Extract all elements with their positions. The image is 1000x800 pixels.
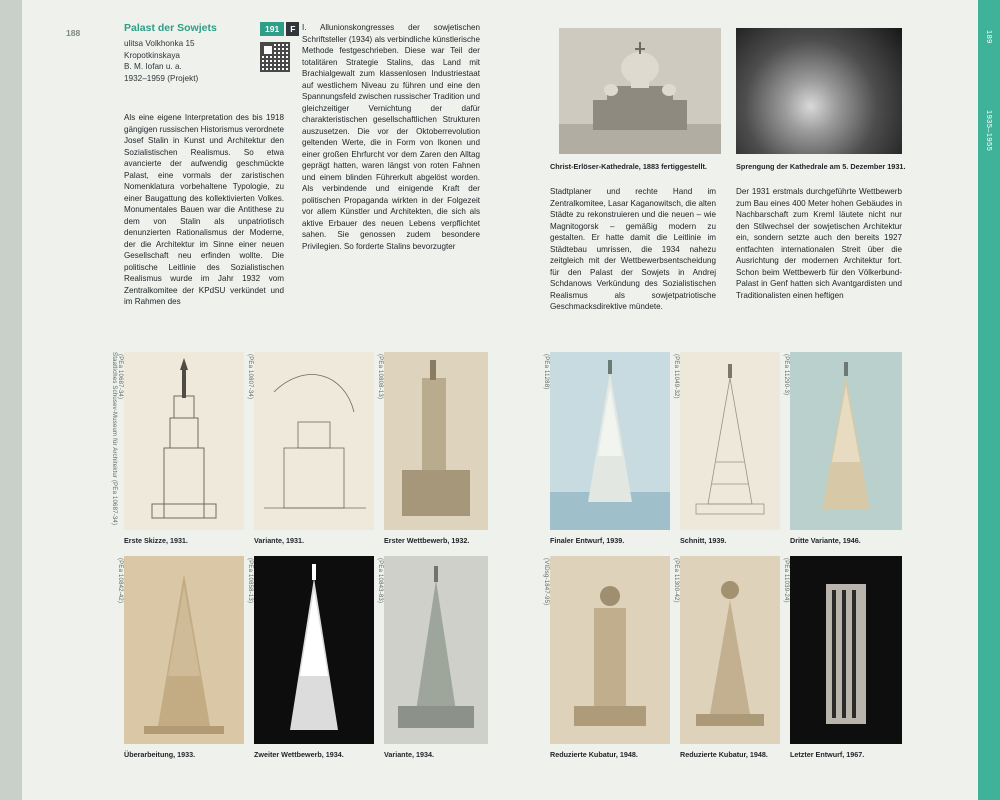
plate-code: (PEa 10858-13) xyxy=(247,558,253,604)
photo-cathedral-caption: Christ-Erlöser-Kathedrale, 1883 fertiggestellt. xyxy=(550,162,707,171)
plate-art-finaler-entwurf-1939 xyxy=(550,352,670,530)
plate-code: (PEa 11288) xyxy=(543,354,549,390)
entry-architect: B. M. Iofan u. a. xyxy=(124,62,182,72)
plate-caption: Reduzierte Kubatur, 1948. xyxy=(680,750,768,759)
plate-art-schnitt-1939 xyxy=(680,352,780,530)
entry-street: ulitsa Volkhonka 15 xyxy=(124,39,195,48)
era-band-label: 1935–1955 xyxy=(985,110,994,152)
museum-credit: Staatliches Schusev-Museum für Architektur (PEa 10687-34) xyxy=(111,352,117,526)
plate-image xyxy=(790,556,902,744)
demolition-illustration xyxy=(736,28,902,154)
plate-image xyxy=(254,556,374,744)
qr-code[interactable] xyxy=(260,42,290,72)
plate-code: (PEa 11049-32) xyxy=(673,354,679,399)
plate-art-reduzierte-kubatur-1948-a xyxy=(550,556,670,744)
plate-art-variante-1934 xyxy=(384,556,488,744)
entry-years: 1932–1959 (Projekt) xyxy=(124,73,199,83)
plate-art-wettbewerb-1932 xyxy=(384,352,488,530)
photo-demolition-caption: Sprengung der Kathedrale am 5. Dezember 1931. xyxy=(736,162,906,171)
plate-caption: Dritte Variante, 1946. xyxy=(790,536,861,545)
plate-art-reduzierte-kubatur-1948-b xyxy=(680,556,780,744)
plate-caption: Zweiter Wettbewerb, 1934. xyxy=(254,750,344,759)
plate-caption: Reduzierte Kubatur, 1948. xyxy=(550,750,638,759)
body-column-1: Als eine eigene Interpretation des bis 1918 gängigen russischen Historismus verordnete Josef Stalin in Kunst und Architektur den Sozialistischen Realismus. So etwa avancierte der aufwendig geschmückte Palast, eine vormals der zaristischen Nomenklatura vorbehaltene Typologie, zu einer Baugattung des kollektivierten Volkes. Monumentales Bauen war die Antithese zu dem von Stalin als unpatriotisch denunzierten Rationalismus der Moderne, der die Architektur im Sinne einer neuen Gesellschaft neu erfinden wollte. Die politische Leitlinie des Sozialistischen Realismus wurde im Jahr 1932 vom Zentralkomitee der KPdSU verkündet und im Rahmen des xyxy=(124,113,284,306)
cathedral-svg xyxy=(559,28,721,154)
plate-image xyxy=(254,352,374,530)
plate-code: (VIDsg-1847-95) xyxy=(543,558,549,606)
cathedral-illustration xyxy=(559,28,721,154)
plate-image xyxy=(680,556,780,744)
plate-caption: Variante, 1931. xyxy=(254,536,304,545)
body-column-3: Stadtplaner und rechte Hand im Zentralkomitee, Lasar Kaganowitsch, die alten Städte zu rekonstruieren und die neuen – wie Magnitogorsk – gemäßig modern zu gestalten. Er hatte damit die Leitlinie im Städtebau umrissen, die 1934 nahezu zeitgleich mit der Wettbewerbsentscheidung für den Palast der Sowjets in Andrej Schdanows Verkündung des Sozialistischen Realismus als sowjetpatriotische Geschmacksdirektive mündete. xyxy=(550,187,717,311)
plate-art-ueberarbeitung-1933 xyxy=(124,556,244,744)
plate-caption: Schnitt, 1939. xyxy=(680,536,727,545)
plate-image xyxy=(124,556,244,744)
photo-demolition xyxy=(736,28,902,154)
plate-code: (PEa 10842-42) xyxy=(117,558,123,604)
plate-art-sketch-1931 xyxy=(124,352,244,530)
body-column-2: I. Allunionskongresses der sowjetischen Schriftsteller (1934) als verbindliche künstlerische Methode festgeschrieben. Diese war Teil der totalitären Strategie Stalins, das Land mit Brachialgewalt zum klassenlosen Industriestaat auf westlichem Niveau zu führen und eine den Spannungsfeld zwischen russischer Tradition und gleichzeitiger Vernichtung der dafür charakteristischen gesellschaftlichen Strukturen auszusetzen. Die vor der Oktoberrevolution geltenden Werte, die in Form von Ikonen und einer großen Ehrfurcht vor dem Zaren den Alltag geprägt hatten, waren längst von roten Fahnen und einem blinden Führerkult abgelöst worden. Als verbindende und einigende Kraft der politischen Propaganda wirkten in der Folgezeit vor allem Künstler und Architekten, die sich als aktive Erbauer des neuen Lebens verpflichtet sahen. Sie genossen zudem besondere Privilegien. So forderte Stalins bevorzugter xyxy=(302,23,480,251)
plate-caption: Finaler Entwurf, 1939. xyxy=(550,536,625,545)
plate-code: (PEa 10807-34) xyxy=(247,354,253,400)
plate-art-letzter-entwurf-1967 xyxy=(790,556,902,744)
photo-cathedral xyxy=(559,28,721,154)
plate-code: (PEa 10808-13) xyxy=(377,354,383,400)
plate-caption: Letzter Entwurf, 1967. xyxy=(790,750,865,759)
page-number-left: 188 xyxy=(66,28,81,38)
plate-caption: Erste Skizze, 1931. xyxy=(124,536,188,545)
plate-code: (PEa 10687-34) xyxy=(117,354,123,400)
plate-art-variante-1931 xyxy=(254,352,374,530)
plate-code: (PEa 11039-24) xyxy=(783,558,789,603)
plate-code: (PEa 11300-42) xyxy=(673,558,679,603)
plate-art-dritte-variante-1946 xyxy=(790,352,902,530)
badge-letter: F xyxy=(286,22,299,36)
page-edge-band xyxy=(978,0,1000,800)
body-column-4: Der 1931 erstmals durchgeführte Wettbewerb zum Bau eines 400 Meter hohen Gebäudes in Nachbarschaft zum Kreml läutete nicht nur den Stilwechsel der sowjetischen Architektur ein, sondern setzte auch den bereits 1927 entfachten internationalen Streit über die Ausrichtung der modernen Architektur fort. Schon beim Wettbewerb für den Völkerbund-Palast in Genf hatten sich Avantgardisten und Traditionalisten einen heftigen xyxy=(736,187,902,300)
entry-title: Palast der Sowjets xyxy=(124,22,217,34)
plate-image xyxy=(550,352,670,530)
plate-image xyxy=(550,556,670,744)
plate-image xyxy=(384,352,488,530)
page-canvas xyxy=(22,0,978,800)
plate-image xyxy=(124,352,244,530)
plate-caption: Erster Wettbewerb, 1932. xyxy=(384,536,470,545)
plate-code: (PEa 11290-3) xyxy=(783,354,789,396)
plate-image xyxy=(384,556,488,744)
entry-metro: Kropotkinskaya xyxy=(124,50,180,60)
badge-number: 191 xyxy=(260,22,284,36)
plate-caption: Überarbeitung, 1933. xyxy=(124,750,196,759)
plate-image xyxy=(680,352,780,530)
plate-image xyxy=(790,352,902,530)
plate-art-zweiter-wettbewerb-1934 xyxy=(254,556,374,744)
plate-code: (PEa 10843-83) xyxy=(377,558,383,604)
plate-caption: Variante, 1934. xyxy=(384,750,434,759)
page-number-right: 189 xyxy=(985,30,994,44)
